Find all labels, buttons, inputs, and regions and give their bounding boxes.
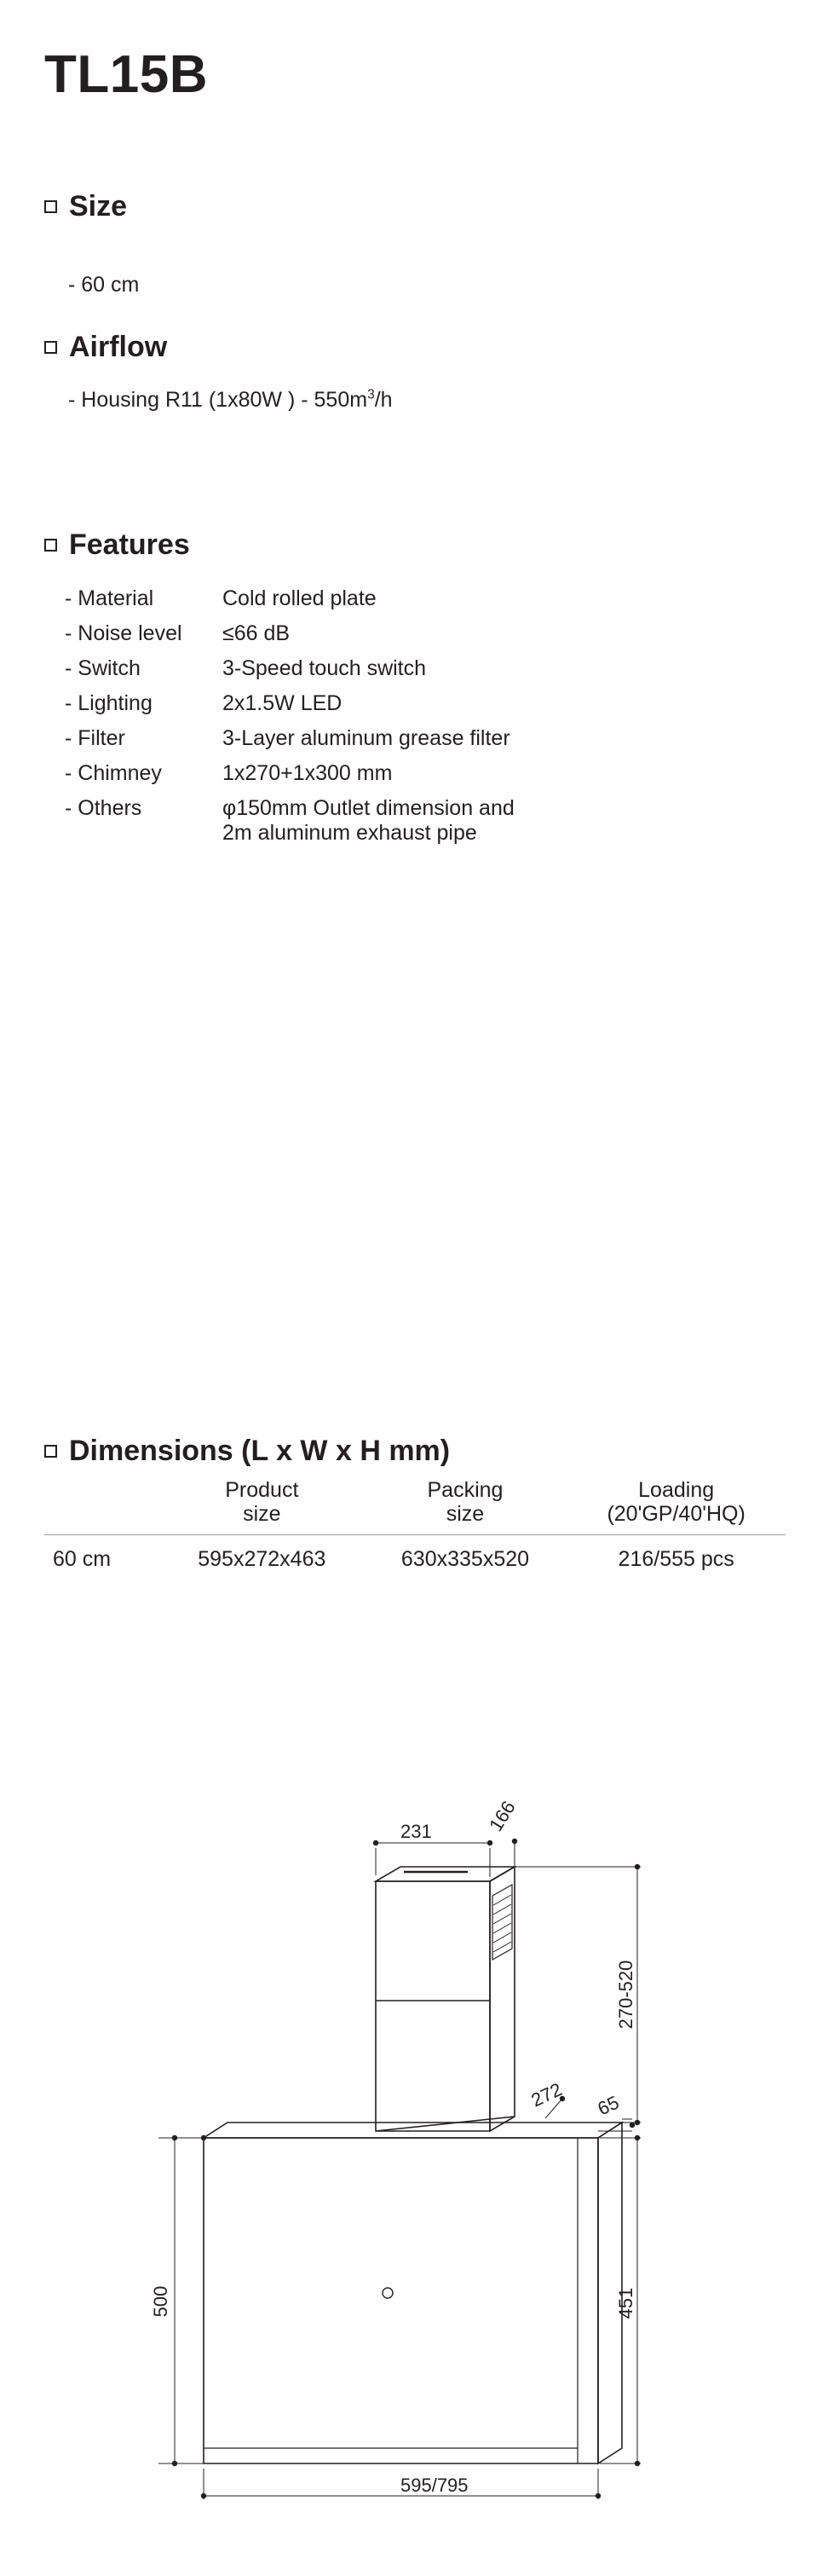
features-list bbox=[65, 586, 780, 856]
dimension-endpoints bbox=[172, 1839, 640, 2498]
square-bullet-icon bbox=[44, 200, 57, 213]
feature-label: - Filter bbox=[65, 726, 125, 750]
feature-label: - Noise level bbox=[65, 621, 182, 645]
cell-size: 60 cm bbox=[53, 1547, 112, 1571]
cell-product-size: 595x272x463 bbox=[198, 1547, 326, 1571]
column-header-line2: size bbox=[243, 1502, 281, 1526]
feature-row bbox=[65, 621, 780, 646]
section-heading-features-label: Features bbox=[69, 528, 190, 561]
dimensions-table-body bbox=[44, 1535, 786, 1580]
label-chimney-height-range: 270-520 bbox=[615, 1960, 636, 2030]
square-bullet-icon bbox=[44, 341, 57, 354]
feature-value: Cold rolled plate bbox=[222, 586, 377, 610]
feature-label: - Lighting bbox=[65, 691, 153, 715]
label-depth-65: 65 bbox=[594, 2091, 623, 2120]
column-header-line1: Loading bbox=[638, 1478, 715, 1502]
table-row bbox=[44, 1535, 786, 1580]
airflow-value-superscript: 3 bbox=[367, 387, 375, 402]
hood-top-face bbox=[204, 2123, 622, 2138]
chimney-front-face bbox=[376, 1881, 490, 2131]
column-header-blank bbox=[44, 1475, 160, 1535]
label-chimney-angle: 166 bbox=[485, 1797, 520, 1835]
column-header-line2: size bbox=[446, 1502, 485, 1526]
table-header-row bbox=[44, 1475, 786, 1535]
column-header-packing-size bbox=[364, 1475, 567, 1535]
feature-label: - Switch bbox=[65, 656, 141, 680]
feature-label: - Others bbox=[65, 796, 142, 820]
feature-row bbox=[65, 656, 780, 681]
cell-packing-size: 630x335x520 bbox=[400, 1547, 530, 1571]
airflow-value-suffix: /h bbox=[374, 388, 393, 412]
technical-drawing bbox=[0, 1782, 829, 2549]
feature-value: ≤66 dB bbox=[222, 621, 291, 645]
column-header-line1: Packing bbox=[427, 1478, 504, 1502]
technical-drawing-svg bbox=[0, 1782, 829, 2549]
dimension-lines bbox=[158, 1841, 641, 2499]
section-heading-dimensions bbox=[44, 1436, 450, 1465]
label-body-height-500: 500 bbox=[150, 2285, 171, 2318]
cell-loading: 216/555 pcs bbox=[618, 1547, 734, 1571]
airflow-value-prefix: - Housing R11 (1x80W ) - 550m bbox=[68, 388, 368, 412]
section-heading-size bbox=[44, 192, 127, 221]
section-heading-airflow-label: Airflow bbox=[69, 331, 168, 363]
size-value: - 60 cm bbox=[68, 273, 140, 297]
feature-value: 2x1.5W LED bbox=[222, 691, 343, 715]
feature-label: - Chimney bbox=[65, 761, 162, 785]
section-heading-dimensions-label: Dimensions (L x W x H mm) bbox=[69, 1435, 451, 1467]
feature-row bbox=[65, 586, 780, 611]
section-heading-features bbox=[44, 530, 190, 559]
label-depth-272: 272 bbox=[527, 2078, 566, 2111]
section-heading-size-label: Size bbox=[69, 190, 128, 222]
square-bullet-icon bbox=[44, 1445, 57, 1458]
feature-value: 3-Speed touch switch bbox=[222, 656, 427, 680]
column-header-line1: Product bbox=[225, 1478, 299, 1502]
feature-row bbox=[65, 796, 780, 846]
feature-row bbox=[65, 761, 780, 786]
feature-row bbox=[65, 691, 780, 716]
feature-value: 3-Layer aluminum grease filter bbox=[222, 726, 510, 750]
dimensions-table bbox=[44, 1475, 786, 1579]
column-header-product-size bbox=[160, 1475, 364, 1535]
dimension-labels bbox=[150, 1797, 636, 2496]
feature-value: 1x270+1x300 mm bbox=[222, 761, 393, 785]
hood-control-dot bbox=[383, 2288, 393, 2298]
label-base-width: 595/795 bbox=[400, 2475, 469, 2496]
section-heading-airflow bbox=[44, 332, 167, 361]
feature-value: φ150mm Outlet dimension and 2m aluminum exhaust pipe bbox=[222, 796, 515, 845]
dimensions-table-head bbox=[44, 1475, 786, 1535]
feature-label: - Material bbox=[65, 586, 154, 610]
airflow-value bbox=[68, 388, 393, 413]
label-chimney-top-width: 231 bbox=[400, 1821, 432, 1842]
square-bullet-icon bbox=[44, 539, 57, 552]
column-header-line2: (20'GP/40'HQ) bbox=[607, 1502, 746, 1526]
feature-row bbox=[65, 726, 780, 751]
chimney-grille-lines bbox=[493, 1895, 511, 1952]
hood-front-panel bbox=[204, 2138, 598, 2463]
label-body-height-451: 451 bbox=[615, 2287, 636, 2319]
chimney-right-face bbox=[490, 1867, 515, 2131]
column-header-loading bbox=[567, 1475, 786, 1535]
page-title: TL15B bbox=[44, 45, 208, 104]
